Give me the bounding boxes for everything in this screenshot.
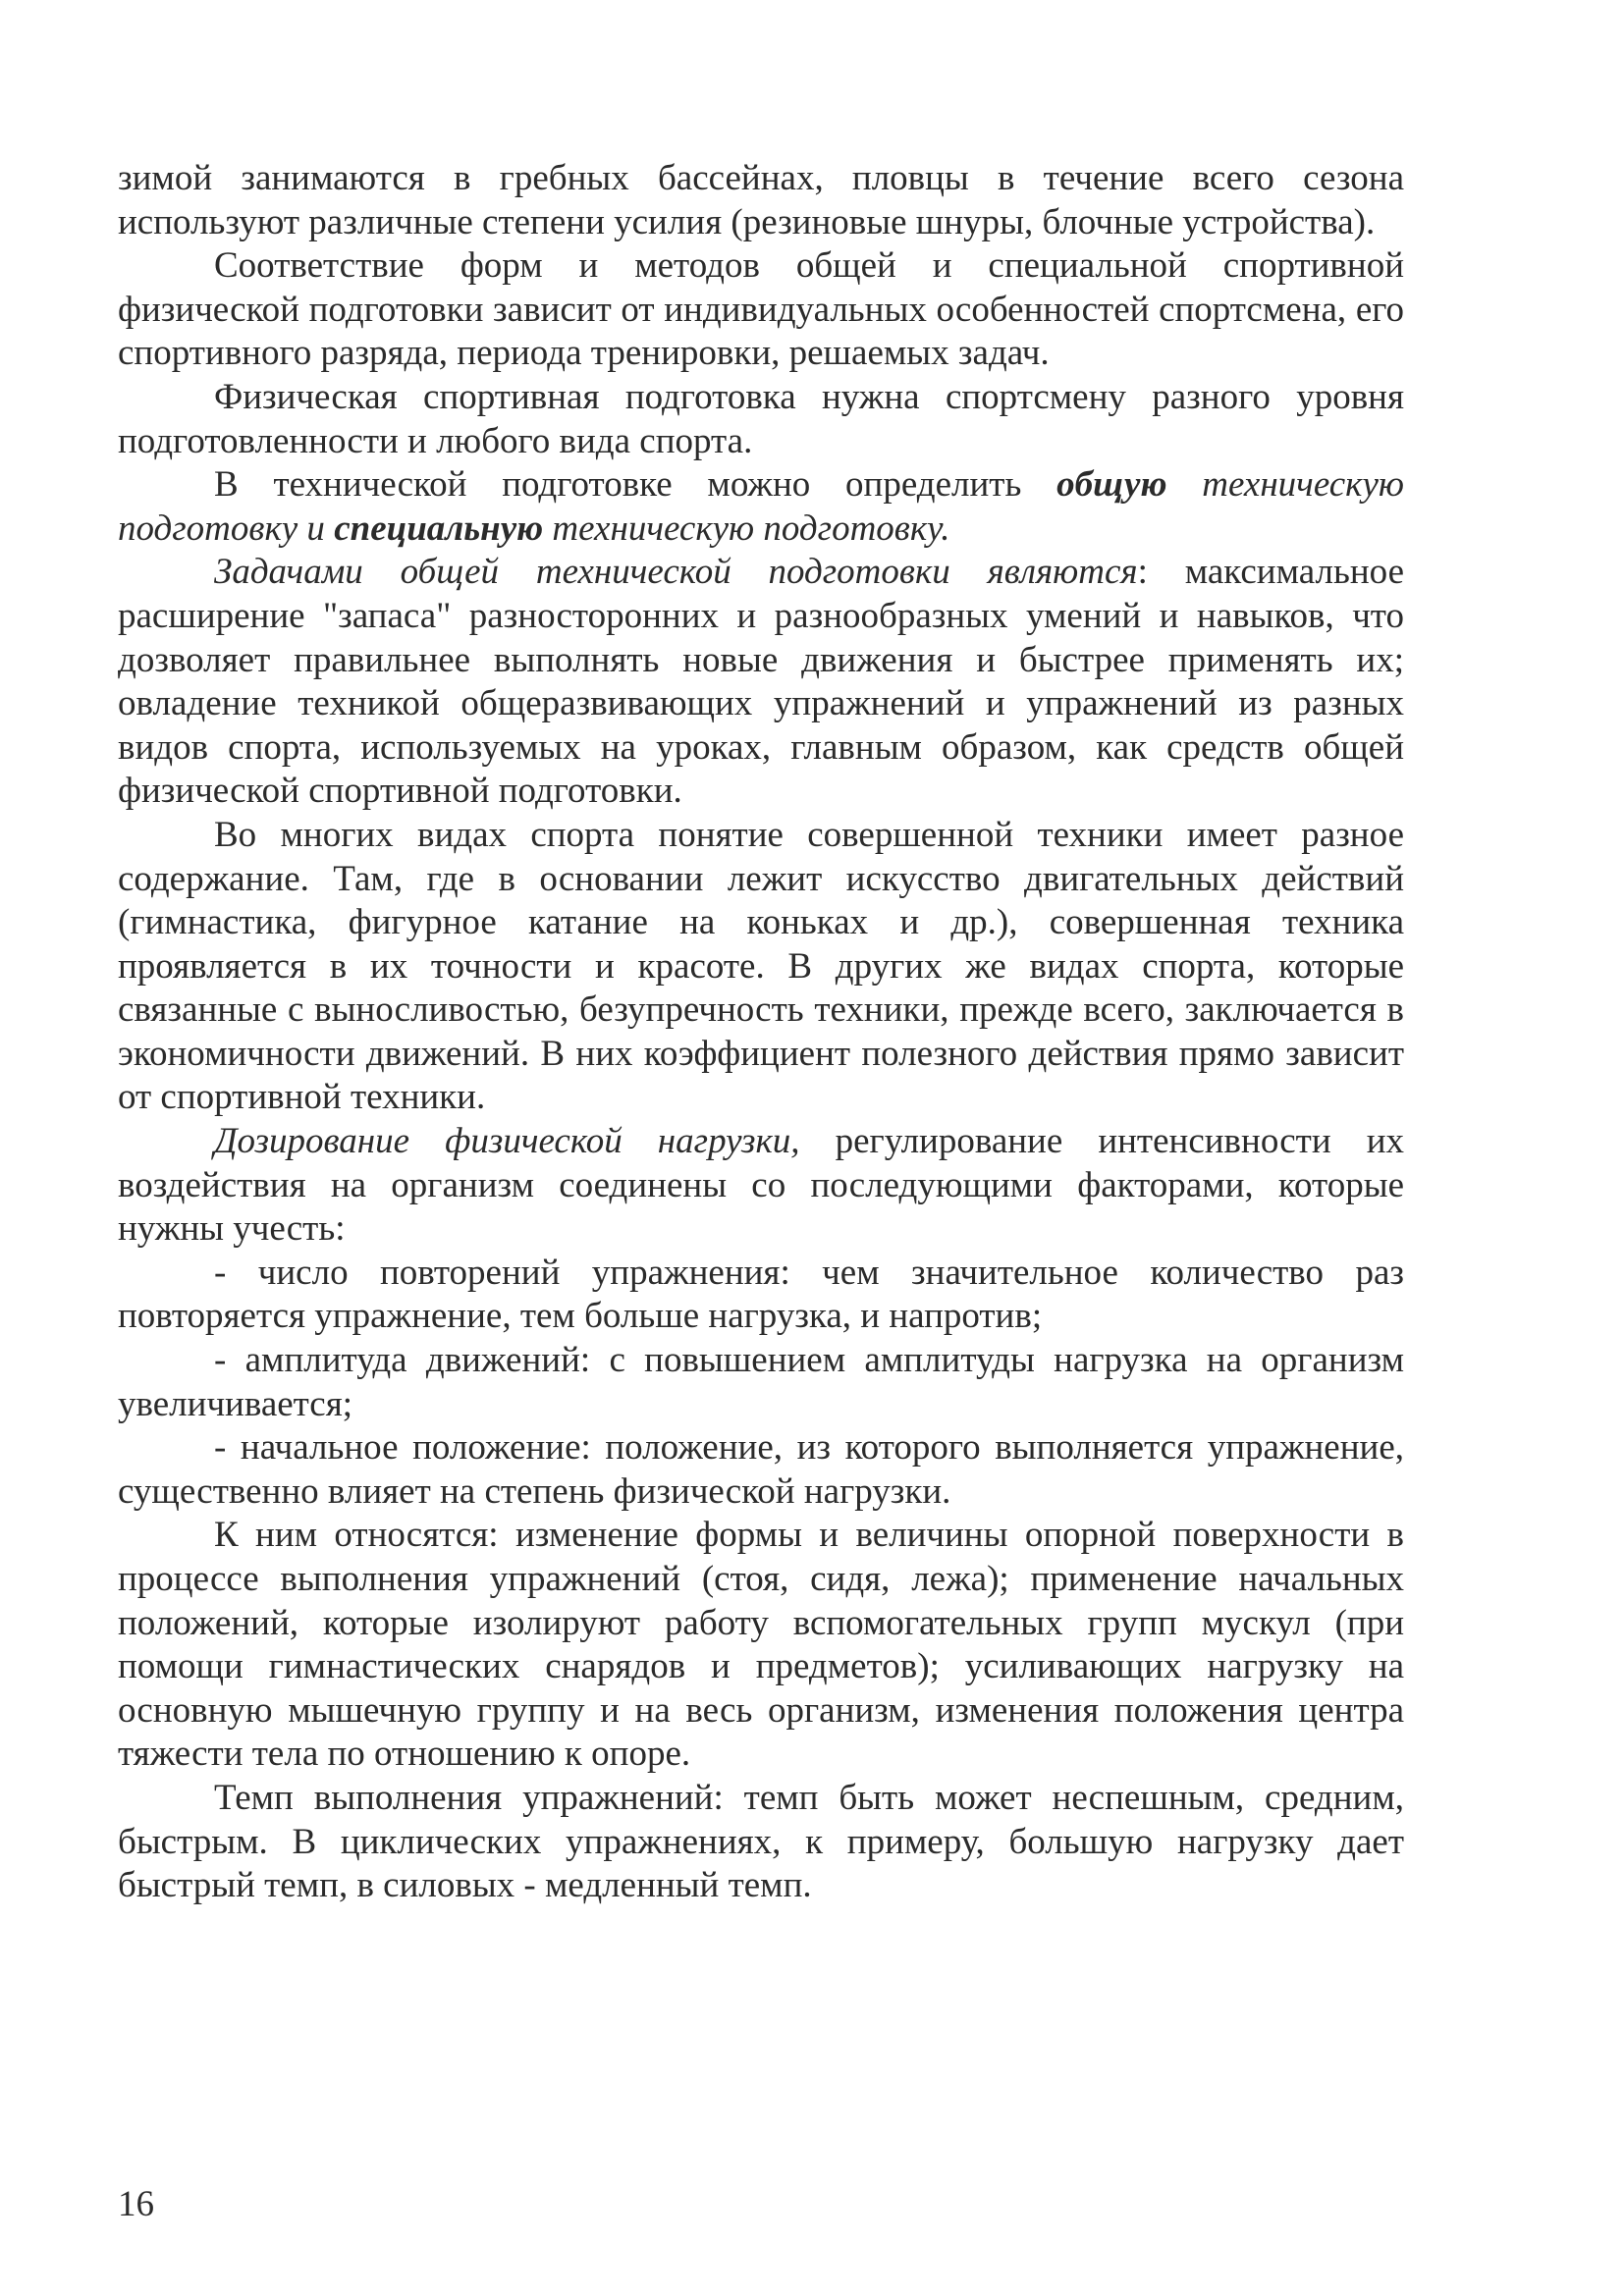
list-paragraph xyxy=(118,1339,1404,1426)
list-paragraph xyxy=(118,1252,1404,1339)
list-paragraph xyxy=(118,1426,1404,1514)
text-run: К ним относятся: изменение формы и величины опорной поверхности в процессе выполнения упражнений (стоя, сидя, лежа); применение начальных положений, которые изолируют работу вспомогательных групп мускул (при помощи гимнастических снарядов и предметов); усиливающих нагрузку на основную мышечную группу и на весь организм, изменения положения центра тяжести тела по отношению к опоре. xyxy=(118,1515,1404,1775)
text-run: - число повторений упражнения: чем значительное количество раз повторяется упражнение, тем больше нагрузка, и напротив; xyxy=(118,1252,1404,1337)
paragraph xyxy=(118,1514,1404,1777)
italic-text: Дозирование физической нагрузки, xyxy=(214,1121,800,1162)
text-run: зимой занимаются в гребных бассейнах, пловцы в течение всего сезона используют различные степени усилия (резиновые шнуры, блочные устройства). xyxy=(118,158,1404,242)
document-body xyxy=(118,157,1404,1908)
emphasis-text: общую xyxy=(1056,464,1167,506)
paragraph xyxy=(118,157,1404,244)
paragraph xyxy=(118,463,1404,551)
text-run: В технической подготовке можно определить xyxy=(214,464,1057,506)
text-run: - начальное положение: положение, из которого выполняется упражнение, существенно влияет на степень физической нагрузки. xyxy=(118,1427,1404,1512)
paragraph xyxy=(118,376,1404,463)
text-run: - амплитуда движений: с повышением амплитуды нагрузка на организм увеличивается; xyxy=(118,1340,1404,1424)
text-run: : максимальное расширение "запаса" разносторонних и разнообразных умений и навыков, что дозволяет правильнее выполнять новые движения и быстрее применять их; овладение техникой общеразвивающих упражнений и упражнений из разных видов спорта, используемых на уроках, главным образом, как средств общей физической спортивной подготовки. xyxy=(118,552,1404,812)
text-run: Физическая спортивная подготовка нужна спортсмену разного уровня подготовленности и любого вида спорта. xyxy=(118,376,1404,461)
text-run: Во многих видах спорта понятие совершенной техники имеет разное содержание. Там, где в основании лежит искусство двигательных действий (гимнастика, фигурное катание на коньках и др.), совершенная техника проявляется в их точности и красоте. В других же видах спорта, которые связанные с выносливостью, безупречность техники, прежде всего, заключается в экономичности движений. В них коэффициент полезного действия прямо зависит от спортивной техники. xyxy=(118,814,1404,1118)
paragraph xyxy=(118,551,1404,814)
paragraph xyxy=(118,1777,1404,1908)
emphasis-text: специальную xyxy=(334,507,544,549)
paragraph xyxy=(118,814,1404,1120)
page-number: 16 xyxy=(118,2184,154,2224)
text-run: регулирование интенсивности их воздействия на организм соединены со последующими факторами, которые нужны учесть: xyxy=(118,1121,1404,1250)
text-run: Соответствие форм и методов общей и специальной спортивной физической подготовки зависит от индивидуальных особенностей спортсмена, его спортивного разряда, периода тренировки, решаемых задач. xyxy=(118,245,1404,374)
paragraph xyxy=(118,244,1404,376)
paragraph xyxy=(118,1120,1404,1252)
italic-text: техническую подготовку. xyxy=(543,507,950,549)
italic-text: Задачами общей технической подготовки являются xyxy=(214,552,1138,593)
italic-text: техническую подготовку и xyxy=(118,464,1404,549)
text-run: Темп выполнения упражнений: темп быть может неспешным, средним, быстрым. В циклических упражнениях, к примеру, большую нагрузку дает быстрый темп, в силовых - медленный темп. xyxy=(118,1777,1404,1906)
